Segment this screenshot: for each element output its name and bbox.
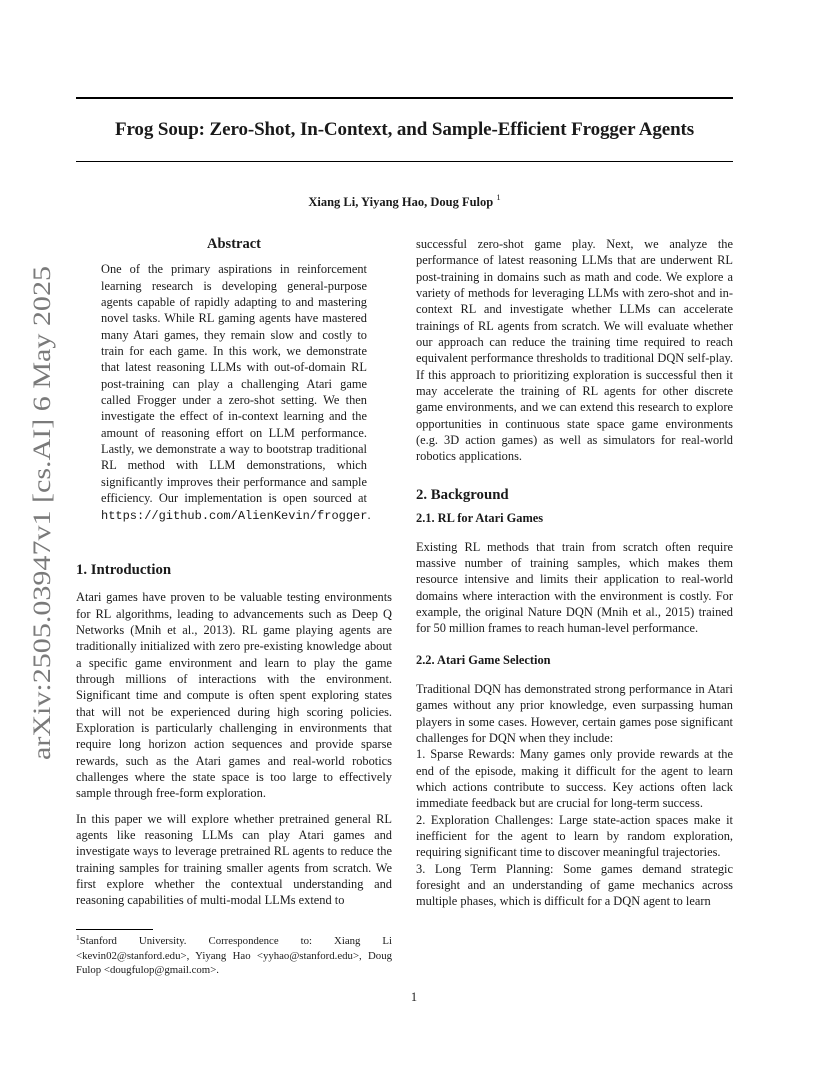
author-list (76, 192, 733, 210)
footnote-text: Stanford University. Correspondence to: Xiang Li <kevin02@stanford.edu>, Yiyang Hao <yyhao@stanford.edu>, Doug Fulop <dougfulop@gmail.com>. (76, 935, 392, 977)
rl-atari-heading: 2.1. RL for Atari Games (416, 511, 544, 526)
arxiv-id-text: arXiv:2505.03947v1 [cs.AI] 6 May 2025 (27, 340, 56, 760)
introduction-paragraph-2-continued: successful zero-shot game play. Next, we analyze the performance of latest reasoning LLMs that are underwent RL post-training in domains such as math and code. We explore a variety of methods for leveraging LLMs with zero-shot and in-context RL and investigate whether LLMs can accelerate trainings of RL agents from scratch. We will evaluate whether our approach can reduce the training time required to reach equivalent performance thresholds to traditional DQN self-play. If this approach to prioritizing exploration is successful then it may accelerate the training of RL agents for other discrete game environments, and we can extend this research to explore opportunities in continuous state space game environments (e.g. 3D action games) as well as simulators for real-world robotics applications. (416, 237, 733, 464)
background-heading: 2. Background (416, 486, 509, 503)
left-column (76, 236, 392, 909)
title-top-rule (76, 97, 733, 99)
introduction-paragraph-1: Atari games have proven to be valuable testing environments for RL algorithms, leading to advancements such as Deep Q Networks (Mnih et al., 2013). RL game playing agents are traditionally initialized with zero pre-existing knowledge about a specific game environment and learn to play the game through millions of interactions with the environment. Significant time and compute is often spent exploring states that will not be experienced during high scoring policies. Exploration is particularly challenging in environments that require long horizon action sequences and provide sparse rewards, such as the Atari games and real-world robotics challenges where the state space is too large to effectively sample through free-form exploration. (76, 590, 392, 801)
page-number: 1 (410, 990, 418, 1004)
challenge-item-exploration: 2. Exploration Challenges: Large state-action spaces make it inefficient for the agent to learn by random exploration, requiring significant time to discover meaningful trajectories. (416, 812, 733, 860)
footnote-mark: 1 (76, 933, 80, 942)
author-names: Xiang Li, Yiyang Hao, Doug Fulop (308, 195, 494, 209)
abstract-text: One of the primary aspirations in reinforcement learning research is developing general-purpose agents capable of rapidly adapting to and mastering novel tasks. While RL gaming agents have mastered many Atari games, they remain slow and costly to train for each game. In this work, we demonstrate that latest reasoning LLMs with out-of-domain RL post-training can play a challenging Atari game called Frogger under a zero-shot setting. We then investigate the effect of in-context learning and the amount of reasoning effort on LLM performance. Lastly, we demonstrate a way to bootstrap traditional RL method with LLM demonstrations, which significantly improves their performance and sample efficiency. Our implementation is open sourced at (101, 262, 367, 506)
footnote (76, 931, 392, 978)
footnote-rule (76, 929, 153, 930)
rl-atari-paragraph: Existing RL methods that train from scratch often require massive number of training samples, which makes them resource intensive and limits their application to real-world domains where interaction with the environment is costly. For example, the original Nature DQN (Mnih et al., 2015) trained for 50 million frames to reach human-level performance. (416, 539, 733, 636)
right-column (416, 236, 733, 910)
challenge-item-long-term-planning: 3. Long Term Planning: Some games demand strategic foresight and an understanding of game mechanics across multiple phases, which is difficult for a DQN agent to learn (416, 861, 733, 909)
challenge-item-sparse-rewards: 1. Sparse Rewards: Many games only provide rewards at the end of the episode, making it difficult for the agent to learn which actions contribute to success. Key actions often lack immediate feedback but are crucial for long-term success. (416, 747, 733, 811)
title-bottom-rule (76, 161, 733, 162)
abstract-end: . (367, 507, 371, 522)
arxiv-id-stamp[interactable] (19, 266, 61, 760)
paper-title: Frog Soup: Zero-Shot, In-Context, and Sample-Efficient Frogger Agents (114, 119, 695, 140)
github-link[interactable]: https://github.com/AlienKevin/frogger (101, 508, 368, 523)
author-footnote-mark: 1 (496, 192, 501, 202)
abstract-body (101, 261, 371, 524)
game-selection-intro: Traditional DQN has demonstrated strong performance in Atari games without any prior knowledge, even surpassing human players in some cases. However, certain games pose significant challenges for DQN when they include: (416, 681, 733, 745)
introduction-paragraph-2: In this paper we will explore whether pretrained general RL agents like reasoning LLMs can play Atari games and investigate ways to leverage pretrained RL agents to reduce the training samples for training smaller agents from scratch. We first explore whether the contextual understanding and reasoning capabilities of multi-modal LLMs extend to (76, 811, 392, 908)
game-selection-heading: 2.2. Atari Game Selection (416, 652, 551, 667)
abstract-heading: Abstract (207, 236, 261, 252)
introduction-heading: 1. Introduction (76, 561, 172, 578)
